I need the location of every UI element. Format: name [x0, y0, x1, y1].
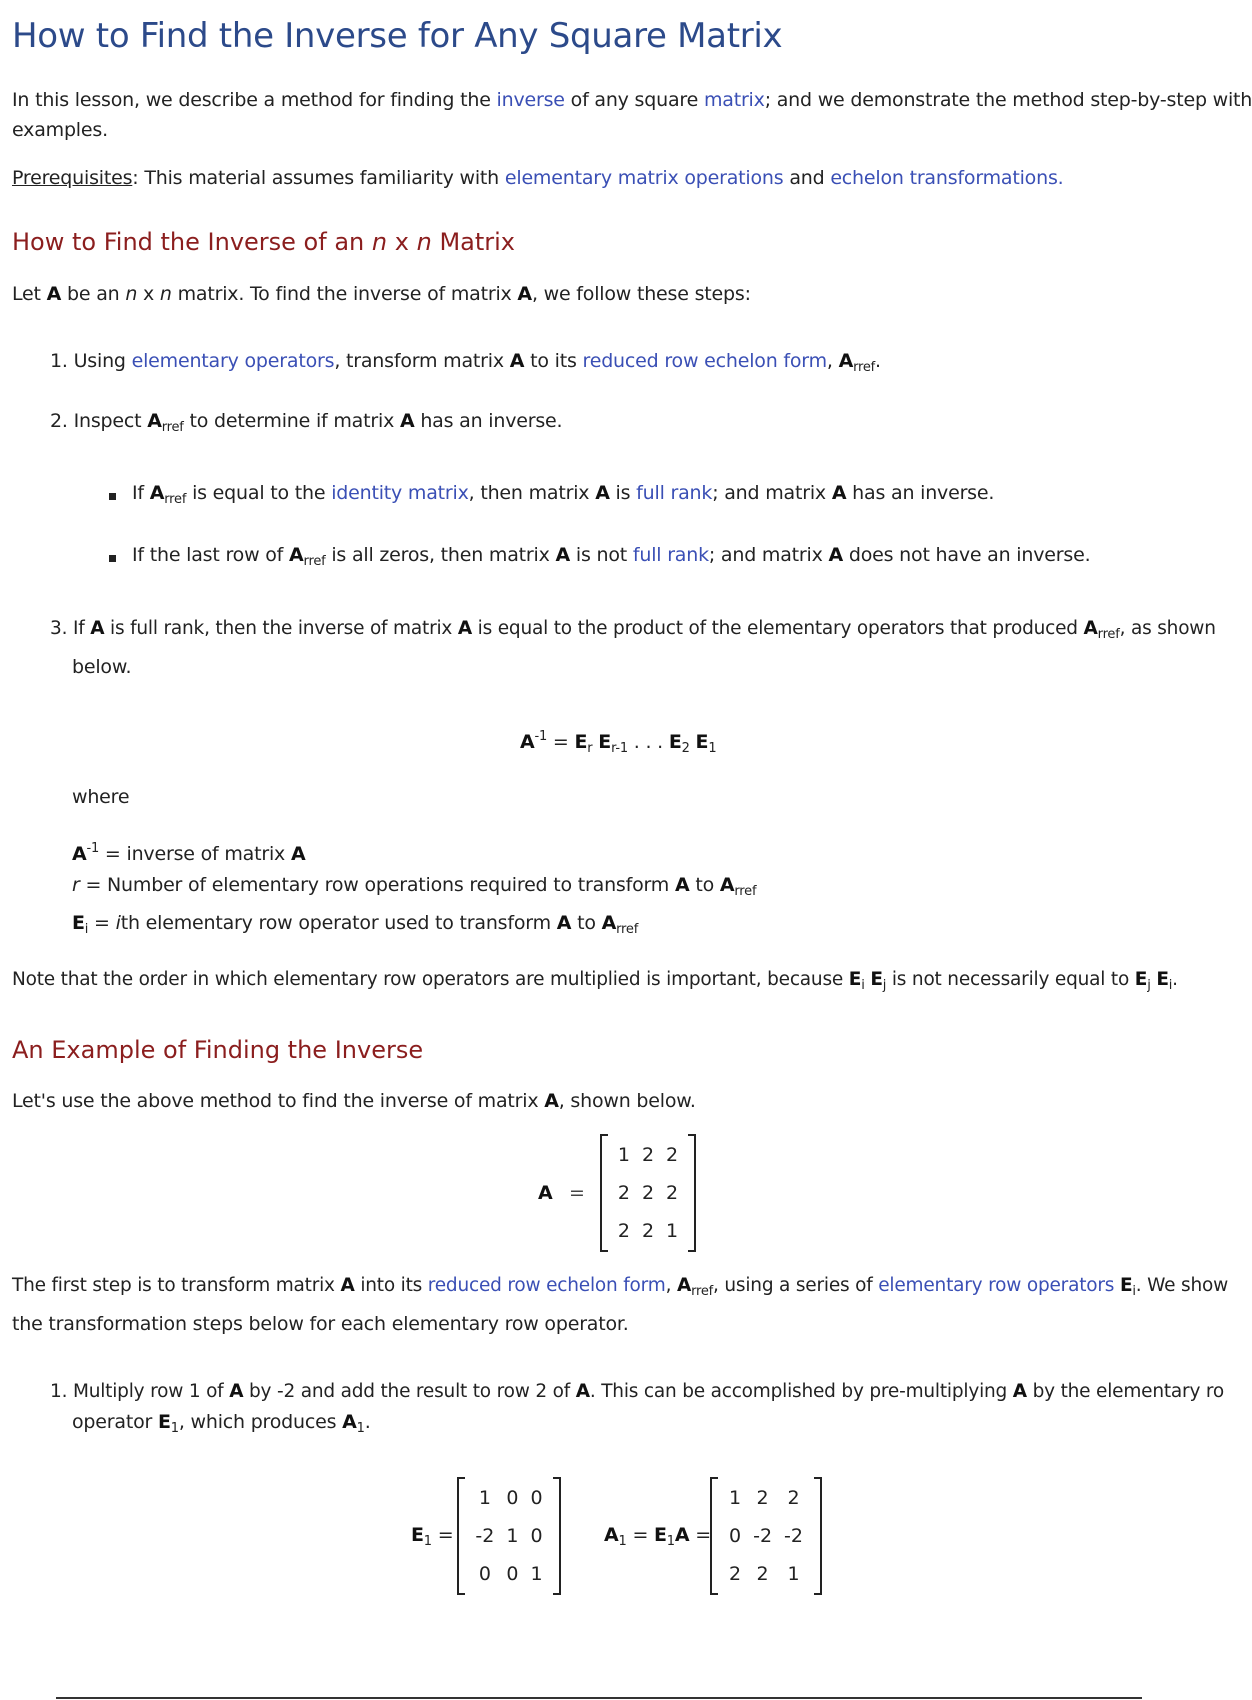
definition-r	[72, 874, 757, 899]
matrix-a-symbol: A	[544, 1090, 559, 1112]
subscript: 1	[423, 1534, 432, 1549]
intro-continuation: examples.	[12, 119, 108, 141]
intro-text-2: of any square	[570, 89, 699, 111]
heading-text-2: Matrix	[439, 228, 515, 256]
formula-subscript: 2	[681, 741, 690, 756]
matrix-a-symbol: A	[340, 1275, 355, 1296]
a-symbol: A	[604, 1524, 619, 1546]
prereq-text: : This material assumes familiarity with	[132, 167, 500, 189]
note-e: E	[848, 969, 862, 990]
a1-symbol: A	[342, 1411, 357, 1433]
bullet-text-5: ; and matrix	[712, 482, 826, 504]
equals-sign: =	[569, 1182, 585, 1204]
full-rank-link[interactable]: full rank	[632, 544, 709, 566]
matrix-row	[723, 1517, 809, 1555]
lead-n: n	[125, 283, 138, 305]
def-equals: =	[85, 874, 102, 896]
identity-matrix-link[interactable]: identity matrix	[331, 482, 469, 504]
matrix-cell: 0	[530, 1525, 543, 1547]
step-text: Inspect	[73, 410, 142, 432]
def-a: A	[674, 874, 690, 896]
step-text-2: , transform matrix	[334, 350, 504, 372]
note-subscript: i	[861, 978, 865, 993]
bullet-text-5: does not have an inverse.	[848, 544, 1091, 566]
matrix-row	[612, 1212, 684, 1250]
step-text-2: by -2 and add the result to row 2 of	[249, 1381, 571, 1402]
step-text-3: . This can be accomplished by pre-multiplying	[589, 1381, 1008, 1402]
matrix-cell: 1	[617, 1144, 630, 1166]
matrix-a-symbol: A	[595, 482, 610, 504]
equals: =	[632, 1524, 649, 1546]
def-i: i	[115, 912, 121, 934]
intro-text-3: ; and we demonstrate the method step-by-step with	[764, 89, 1252, 111]
note-text-2: is not necessarily equal to	[891, 969, 1130, 990]
formula-a: A	[520, 731, 535, 753]
heading-n-2: n	[416, 228, 432, 256]
matrix-a-symbol: A	[399, 410, 415, 432]
step-text-2: to determine if matrix	[189, 410, 395, 432]
matrix-cell: 2	[641, 1144, 655, 1166]
matrix-cell: 2	[666, 1144, 679, 1166]
matrix-cell: 2	[787, 1487, 800, 1509]
matrix-row	[469, 1555, 548, 1593]
step-text-6: , which produces	[178, 1411, 337, 1433]
formula-subscript: r-1	[611, 741, 628, 756]
matrix-cell: 1	[787, 1563, 800, 1585]
def-subscript: i	[84, 922, 89, 937]
e1-label	[411, 1524, 454, 1549]
matrix-a-symbol: A	[1012, 1381, 1027, 1402]
rref-subscript: rref	[1097, 627, 1120, 642]
step-text: Multiply row 1 of	[72, 1381, 224, 1402]
def-r: r	[72, 874, 80, 896]
prereq-text-2: and	[789, 167, 825, 189]
formula-e: E	[695, 731, 709, 753]
bullet-text: If the last row of	[132, 544, 284, 566]
matrix-a1	[710, 1479, 822, 1593]
def-equals: =	[104, 843, 121, 865]
note-period: .	[1172, 969, 1178, 990]
matrix-cell: 2	[641, 1182, 655, 1204]
elementary-row-operators-link[interactable]: elementary row operators	[878, 1275, 1115, 1296]
section-heading-find-inverse	[12, 228, 515, 256]
matrix-a	[600, 1136, 696, 1250]
step-text: If	[72, 618, 85, 639]
bullet-text: If	[132, 482, 144, 504]
rref-subscript: rref	[161, 420, 184, 435]
step-text-4: by the elementary ro	[1032, 1381, 1224, 1402]
reduced-row-echelon-form-link[interactable]: reduced row echelon form	[427, 1275, 666, 1296]
subscript: 1	[666, 1534, 675, 1549]
note-subscript: j	[1147, 978, 1151, 993]
para-comma: ,	[665, 1275, 672, 1296]
matrix-a-rref-symbol: A	[838, 350, 854, 372]
matrix-cell: 2	[617, 1182, 630, 1204]
heading-text: How to Find the Inverse of an	[12, 228, 365, 256]
matrix-cell: 2	[756, 1563, 769, 1585]
matrix-cell: 1	[729, 1487, 742, 1509]
para-text-2: into its	[360, 1275, 423, 1296]
def-text: th elementary row operator used to transform	[120, 912, 551, 934]
def-a: A	[290, 843, 306, 865]
section1-lead	[12, 283, 751, 305]
lead-n-2: n	[159, 283, 172, 305]
lead-text: Let's use the above method to find the inverse of matrix	[12, 1090, 539, 1112]
matrix-a-rref-symbol: A	[676, 1275, 692, 1296]
e1-symbol: E	[157, 1411, 171, 1433]
e-i-symbol: E	[1119, 1275, 1133, 1296]
e-symbol: E	[654, 1524, 667, 1546]
matrix-cell: 2	[729, 1563, 742, 1585]
intro-text: In this lesson, we describe a method for finding the	[12, 89, 491, 111]
def-a: A	[556, 912, 572, 934]
bullet-full-rank	[132, 482, 995, 507]
matrix-cell: 2	[666, 1182, 679, 1204]
matrix-a-symbol: A	[46, 283, 62, 305]
def-a-rref: A	[601, 912, 617, 934]
step-number: 3.	[50, 618, 68, 639]
step-text-3: is equal to the product of the elementary operators that produced	[477, 618, 1078, 639]
matrix-a-table	[612, 1136, 684, 1250]
para-text-3: , using a series of	[713, 1275, 873, 1296]
matrix-cell: -2	[753, 1525, 773, 1547]
matrix-a-symbol: A	[831, 482, 847, 504]
rref-subscript: rref	[303, 554, 326, 569]
definition-inverse	[72, 843, 305, 865]
bullet-text-6: has an inverse.	[852, 482, 995, 504]
prereq-period: .	[1057, 167, 1064, 189]
matrix-cell: 1	[666, 1220, 679, 1242]
step-number: 1.	[50, 350, 68, 372]
matrix-a-symbol: A	[90, 618, 105, 639]
step-text-3: to its	[530, 350, 577, 372]
def-e: E	[72, 912, 85, 934]
lead-text-4: , we follow these steps:	[531, 283, 751, 305]
matrix-cell: 0	[478, 1563, 491, 1585]
step-3	[50, 618, 1216, 642]
def-a-rref: A	[719, 874, 735, 896]
bullet-text-2: is all zeros, then matrix	[331, 544, 550, 566]
matrix-a-symbol: A	[457, 618, 472, 639]
matrix-link[interactable]: matrix	[703, 89, 765, 111]
matrix-cell: -2	[475, 1525, 495, 1547]
para-text: The first step is to transform matrix	[12, 1275, 335, 1296]
matrix-a-label	[538, 1182, 553, 1204]
lead-text: Let	[12, 283, 41, 305]
echelon-transformations-link[interactable]: echelon transformations	[830, 167, 1058, 189]
matrix-cell: 0	[506, 1563, 519, 1585]
formula-e: E	[574, 731, 588, 753]
lead-x: x	[143, 283, 155, 305]
step-text: Using	[73, 350, 126, 372]
matrix-a1-table	[723, 1479, 809, 1593]
step-text-2: is full rank, then the inverse of matrix	[110, 618, 453, 639]
matrix-e1	[457, 1479, 561, 1593]
matrix-cell: 1	[478, 1487, 491, 1509]
rref-subscript: rref	[734, 884, 757, 899]
transform-paragraph	[12, 1275, 1229, 1299]
rref-subscript: rref	[616, 922, 639, 937]
order-note	[12, 969, 1178, 993]
def-to: to	[695, 874, 715, 896]
prerequisites	[12, 167, 1064, 189]
matrix-cell: 0	[530, 1487, 543, 1509]
transform-paragraph-continuation: the transformation steps below for each elementary row operator.	[12, 1313, 629, 1335]
def-text: Number of elementary row operations required to transform	[107, 874, 670, 896]
where-label: where	[72, 786, 130, 808]
step-number: 2.	[50, 410, 68, 432]
matrix-cell: 1	[530, 1563, 543, 1585]
note-e: E	[1156, 969, 1169, 990]
heading-n: n	[371, 228, 388, 256]
matrix-cell: 2	[617, 1220, 630, 1242]
subscript: 1	[618, 1534, 627, 1549]
matrix-a-rref-symbol: A	[147, 410, 162, 432]
bullet-text-3: is not	[575, 544, 628, 566]
matrix-a-symbol: A	[517, 283, 532, 305]
matrix-a-rref-symbol: A	[149, 482, 165, 504]
full-rank-link[interactable]: full rank	[636, 482, 713, 504]
def-equals: =	[94, 912, 110, 934]
matrix-a-symbol: A	[509, 350, 525, 372]
para-text-4: . We show	[1135, 1275, 1229, 1296]
formula-equals: =	[552, 731, 569, 753]
matrix-row	[723, 1479, 809, 1517]
note-subscript: j	[882, 978, 887, 993]
e-subscript: i	[1132, 1284, 1136, 1299]
e-symbol: E	[411, 1524, 424, 1546]
rref-subscript: rref	[164, 492, 187, 507]
page-title: How to Find the Inverse for Any Square Matrix	[12, 16, 783, 56]
formula-e: E	[668, 731, 682, 753]
matrix-a-symbol: A	[555, 544, 571, 566]
step-text-4: , as shown	[1119, 618, 1216, 639]
bullet-marker	[109, 555, 116, 562]
matrix-a-symbol: A	[575, 1381, 590, 1402]
bullet-text-3: , then matrix	[468, 482, 590, 504]
step-text-3: has an inverse.	[420, 410, 563, 432]
bullet-not-full-rank	[132, 544, 1091, 569]
matrix-cell: -2	[784, 1525, 803, 1547]
a1-label	[604, 1524, 711, 1549]
def-superscript: -1	[86, 841, 100, 856]
matrix-a-rref-symbol: A	[289, 544, 304, 566]
intro-paragraph	[12, 89, 1252, 111]
step-comma: ,	[826, 350, 833, 372]
matrix-cell: 2	[641, 1220, 655, 1242]
bullet-text-4: is	[615, 482, 631, 504]
section-heading-example: An Example of Finding the Inverse	[12, 1036, 424, 1064]
step-2	[50, 410, 563, 435]
matrix-a-symbol: A	[828, 544, 844, 566]
formula-dots: . . .	[633, 731, 663, 753]
def-text: inverse of matrix	[126, 843, 286, 865]
lead-text-2: be an	[67, 283, 120, 305]
step-period: .	[364, 1411, 371, 1433]
matrix-row	[723, 1555, 809, 1593]
matrix-row	[612, 1136, 684, 1174]
subscript: 1	[170, 1421, 179, 1436]
step-1	[50, 350, 881, 375]
lead-text-3: matrix. To find the inverse of matrix	[177, 283, 512, 305]
formula-superscript: -1	[534, 729, 548, 744]
rref-subscript: rref	[691, 1284, 714, 1299]
matrix-row	[469, 1479, 548, 1517]
example-step-1-continuation	[72, 1411, 371, 1436]
lead-text-2: , shown below.	[558, 1090, 696, 1112]
matrix-row	[612, 1174, 684, 1212]
matrix-a-symbol: A	[538, 1182, 553, 1204]
equals: =	[437, 1524, 454, 1546]
step-3-continuation: below.	[72, 656, 132, 678]
matrix-e1-table	[469, 1479, 548, 1593]
step-number: 1.	[50, 1381, 68, 1402]
formula-e: E	[598, 731, 612, 753]
elementary-operators-link[interactable]: elementary operators	[131, 350, 335, 372]
bullet-text-4: ; and matrix	[708, 544, 823, 566]
bottom-divider	[56, 1697, 1142, 1699]
step-text-5: operator	[72, 1411, 153, 1433]
inverse-formula	[520, 729, 717, 756]
reduced-row-echelon-form-link[interactable]: reduced row echelon form	[582, 350, 827, 372]
step-period: .	[875, 350, 881, 372]
example-step-1	[50, 1381, 1224, 1402]
elementary-matrix-operations-link[interactable]: elementary matrix operations	[504, 167, 784, 189]
matrix-cell: 0	[729, 1525, 742, 1547]
matrix-cell: 2	[756, 1487, 769, 1509]
formula-subscript: 1	[708, 741, 717, 756]
note-text: Note that the order in which elementary row operators are multiplied is important, because	[12, 969, 844, 990]
subscript: 1	[356, 1421, 365, 1436]
bullet-marker	[109, 493, 116, 500]
rref-subscript: rref	[853, 360, 876, 375]
example-lead	[12, 1090, 696, 1112]
note-subscript: i	[1168, 978, 1173, 993]
matrix-row	[469, 1517, 548, 1555]
inverse-link[interactable]: inverse	[496, 89, 565, 111]
note-e: E	[870, 969, 883, 990]
definition-ei	[72, 912, 639, 937]
formula-subscript: r	[587, 741, 593, 756]
matrix-cell: 0	[506, 1487, 519, 1509]
prerequisites-label: Prerequisites	[12, 167, 133, 189]
matrix-a-rref-symbol: A	[1083, 618, 1098, 639]
equals: =	[695, 1524, 711, 1546]
matrix-cell: 1	[506, 1525, 519, 1547]
def-a: A	[72, 843, 87, 865]
heading-x: x	[394, 228, 409, 256]
bullet-text-2: is equal to the	[192, 482, 326, 504]
matrix-a-symbol: A	[229, 1381, 244, 1402]
def-to: to	[577, 912, 596, 934]
note-e: E	[1134, 969, 1148, 990]
a-symbol: A	[674, 1524, 690, 1546]
